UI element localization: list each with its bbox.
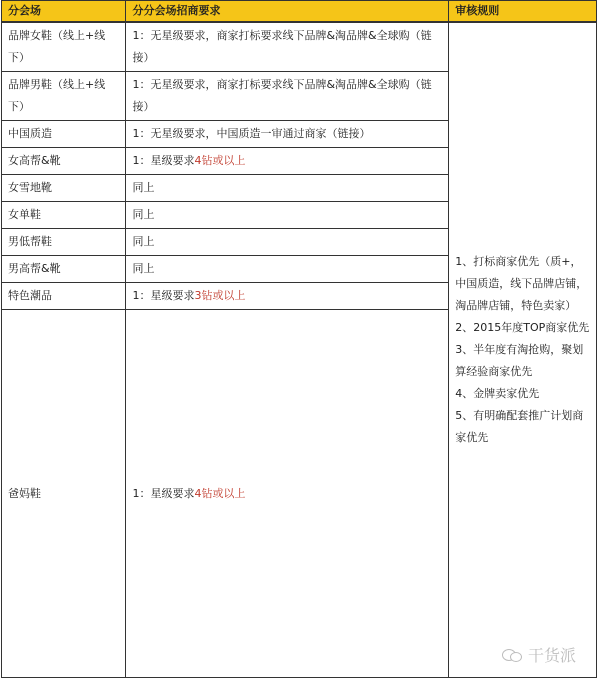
rule-item: 3、半年度有淘抢购，聚划算经验商家优先 — [455, 343, 584, 378]
venue-cell: 特色潮品 — [2, 283, 126, 310]
requirement-cell: 1：星级要求3钻或以上 — [126, 283, 449, 310]
venue-cell: 女单鞋 — [2, 202, 126, 229]
venue-cell: 中国质造 — [2, 121, 126, 148]
venue-cell: 品牌女鞋（线上+线下） — [2, 22, 126, 72]
requirement-cell: 同上 — [126, 202, 449, 229]
venue-cell: 男高帮&靴 — [2, 256, 126, 283]
merchant-requirements-table — [1, 0, 597, 678]
venue-cell: 品牌男鞋（线上+线下） — [2, 72, 126, 121]
requirement-cell: 1：无星级要求，中国质造一审通过商家（链接） — [126, 121, 449, 148]
review-rules-cell — [449, 22, 597, 678]
venue-cell: 爸妈鞋 — [2, 310, 126, 678]
requirement-cell: 1：无星级要求，商家打标要求线下品牌&淘品牌&全球购（链接） — [126, 72, 449, 121]
header-venue: 分会场 — [2, 1, 126, 23]
watermark — [502, 643, 576, 666]
watermark-text: 干货派 — [527, 646, 576, 665]
requirement-cell: 同上 — [126, 229, 449, 256]
requirement-cell: 1：无星级要求，商家打标要求线下品牌&淘品牌&全球购（链接） — [126, 22, 449, 72]
venue-cell: 女雪地靴 — [2, 175, 126, 202]
rule-item: 4、金牌卖家优先 — [455, 387, 540, 400]
rule-item: 5、有明确配套推广计划商家优先 — [455, 409, 584, 444]
table-row — [2, 22, 597, 72]
venue-cell: 女高帮&靴 — [2, 148, 126, 175]
wechat-icon — [502, 647, 522, 663]
rule-item: 2、2015年度TOP商家优先 — [455, 321, 590, 334]
requirement-cell: 同上 — [126, 256, 449, 283]
requirement-cell: 1：星级要求4钻或以上 — [126, 310, 449, 678]
requirement-cell: 同上 — [126, 175, 449, 202]
header-requirements: 分分会场招商要求 — [126, 1, 449, 23]
requirement-cell: 1：星级要求4钻或以上 — [126, 148, 449, 175]
venue-cell: 男低帮鞋 — [2, 229, 126, 256]
header-row — [2, 1, 597, 23]
header-review-rules: 审核规则 — [449, 1, 597, 23]
rule-item: 1、打标商家优先（质+，中国质造，线下品牌店铺，淘品牌店铺，特色卖家） — [455, 255, 588, 312]
